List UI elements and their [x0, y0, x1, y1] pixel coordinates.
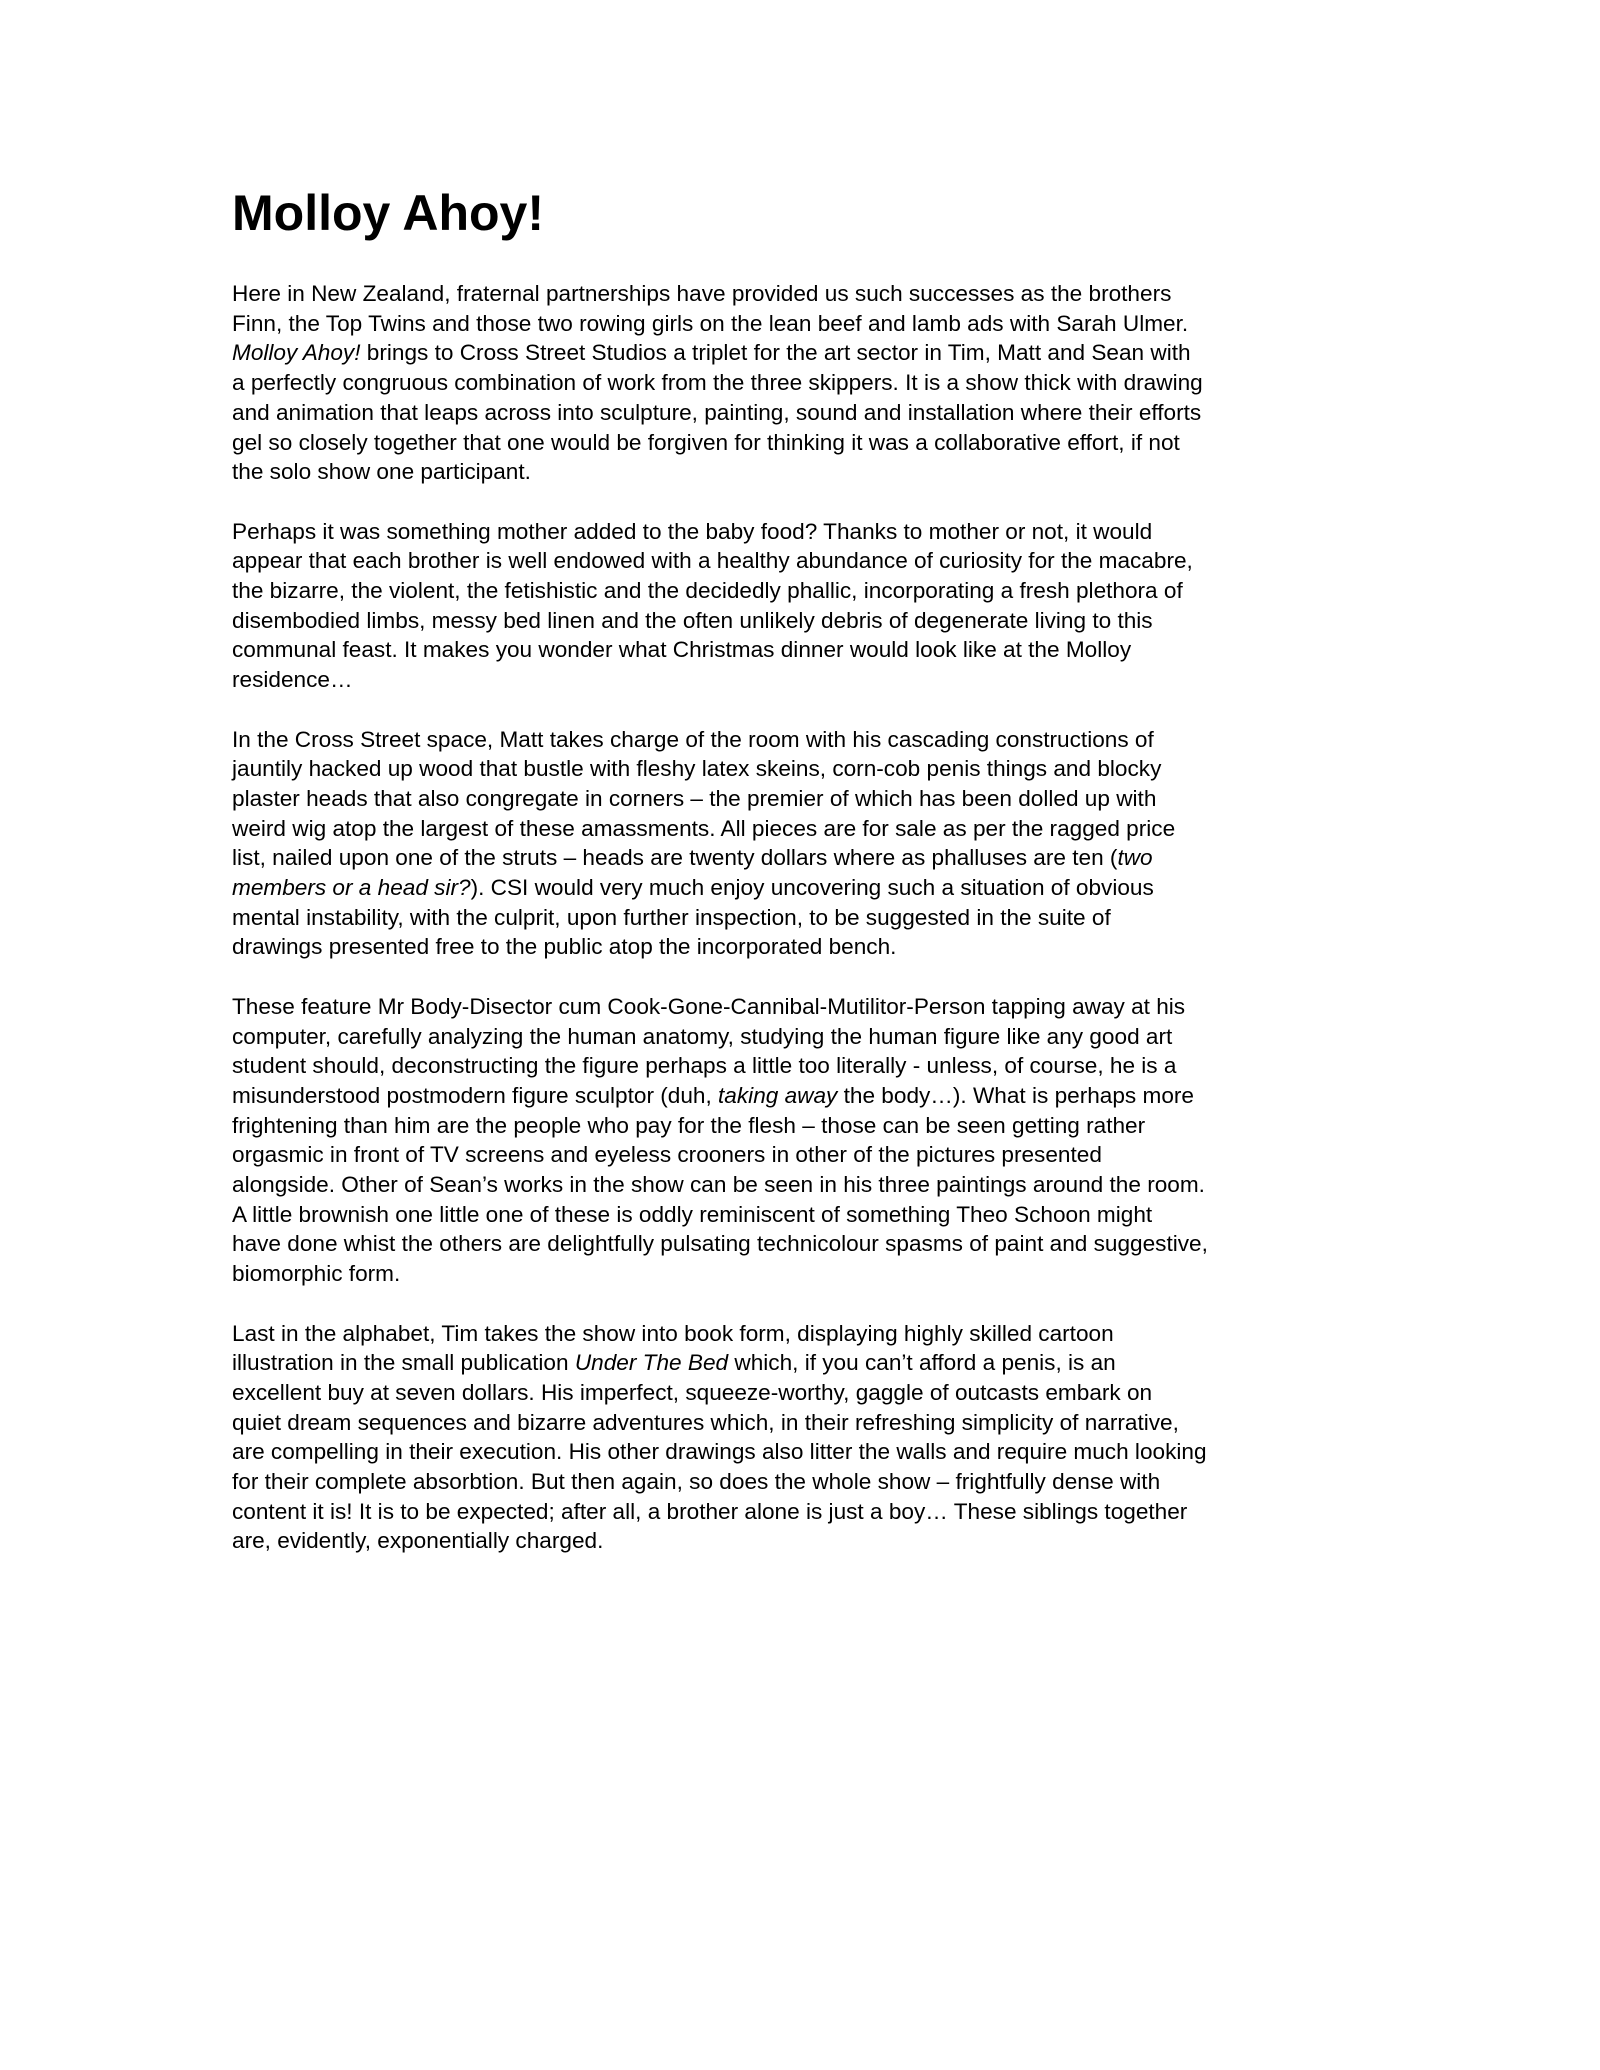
text-line	[232, 606, 1377, 636]
text-line	[232, 338, 1377, 368]
text-line	[232, 1229, 1377, 1259]
text-line	[232, 903, 1377, 933]
text-line	[232, 873, 1377, 903]
italic-text-run: members or a head sir?	[232, 875, 471, 901]
text-run: drawings presented free to the public atop the incorporated bench.	[232, 934, 897, 960]
text-run: computer, carefully analyzing the human anatomy, studying the human figure like any good art	[232, 1023, 1173, 1049]
text-line	[232, 1497, 1377, 1527]
text-run: which, if you can’t afford a penis, is an	[728, 1350, 1116, 1376]
italic-text-run: Under The Bed	[574, 1350, 729, 1376]
text-run: illustration in the small publication	[232, 1350, 575, 1376]
text-line	[232, 1081, 1377, 1111]
text-line	[232, 428, 1377, 458]
document-body	[232, 279, 1377, 1556]
text-line	[232, 932, 1377, 962]
text-line	[232, 1319, 1377, 1349]
text-line	[232, 665, 1377, 695]
text-run: the solo show one participant.	[232, 459, 531, 485]
paragraph	[232, 279, 1377, 487]
paragraph	[232, 1319, 1377, 1557]
text-run: gel so closely together that one would be forgiven for thinking it was a collaborative effort, if not	[232, 429, 1180, 455]
text-line	[232, 1348, 1377, 1378]
text-line	[232, 1467, 1377, 1497]
text-run: the body…). What is perhaps more	[837, 1082, 1194, 1108]
text-line	[232, 1111, 1377, 1141]
text-run: are, evidently, exponentially charged.	[232, 1528, 604, 1554]
text-line	[232, 398, 1377, 428]
text-run: ). CSI would very much enjoy uncovering such a situation of obvious	[470, 875, 1154, 901]
text-line	[232, 1437, 1377, 1467]
text-line	[232, 1200, 1377, 1230]
text-run: misunderstood postmodern figure sculptor (duh,	[232, 1082, 719, 1108]
text-run: orgasmic in front of TV screens and eyeless crooners in other of the pictures presented	[232, 1142, 1102, 1168]
text-run: the bizarre, the violent, the fetishistic and the decidedly phallic, incorporating a fresh plethora of	[232, 578, 1183, 604]
paragraph	[232, 992, 1377, 1289]
text-run: and animation that leaps across into sculpture, painting, sound and installation where their efforts	[232, 399, 1202, 425]
text-line	[232, 576, 1377, 606]
text-line	[232, 1259, 1377, 1289]
text-line	[232, 1140, 1377, 1170]
text-run: have done whist the others are delightfully pulsating technicolour spasms of paint and suggestive,	[232, 1231, 1208, 1257]
text-run: disembodied limbs, messy bed linen and the often unlikely debris of degenerate living to this	[232, 607, 1153, 633]
paragraph	[232, 517, 1377, 695]
text-line	[232, 1022, 1377, 1052]
text-line	[232, 368, 1377, 398]
text-run: mental instability, with the culprit, upon further inspection, to be suggested in the suite of	[232, 904, 1111, 930]
text-run: biomorphic form.	[232, 1261, 401, 1287]
text-line	[232, 457, 1377, 487]
text-run: a perfectly congruous combination of work from the three skippers. It is a show thick with drawing	[232, 370, 1203, 396]
text-line	[232, 1526, 1377, 1556]
text-run: list, nailed upon one of the struts – heads are twenty dollars where as phalluses are ten (	[232, 845, 1118, 871]
italic-text-run: taking away	[718, 1082, 838, 1108]
text-run: jauntily hacked up wood that bustle with fleshy latex skeins, corn-cob penis things and blocky	[232, 756, 1162, 782]
text-run: appear that each brother is well endowed with a healthy abundance of curiosity for the macabre,	[232, 548, 1193, 574]
text-run: quiet dream sequences and bizarre adventures which, in their refreshing simplicity of narrative,	[232, 1409, 1179, 1435]
italic-text-run: Molloy Ahoy!	[232, 340, 361, 366]
text-run: A little brownish one little one of these is oddly reminiscent of something Theo Schoon might	[232, 1201, 1153, 1227]
text-line	[232, 1378, 1377, 1408]
text-run: Last in the alphabet, Tim takes the show into book form, displaying highly skilled cartoon	[232, 1320, 1114, 1346]
text-run: Here in New Zealand, fraternal partnerships have provided us such successes as the brothers	[232, 281, 1172, 306]
text-line	[232, 1170, 1377, 1200]
text-run: for their complete absorbtion. But then again, so does the whole show – frightfully dense with	[232, 1469, 1161, 1495]
text-line	[232, 843, 1377, 873]
text-line	[232, 1051, 1377, 1081]
text-run: brings to Cross Street Studios a triplet for the art sector in Tim, Matt and Sean with	[360, 340, 1191, 366]
italic-text-run: two	[1117, 845, 1153, 871]
text-run: alongside. Other of Sean’s works in the show can be seen in his three paintings around the room.	[232, 1172, 1205, 1198]
paragraph	[232, 725, 1377, 963]
text-run: weird wig atop the largest of these amassments. All pieces are for sale as per the ragged price	[232, 815, 1176, 841]
text-run: residence…	[232, 667, 353, 693]
text-line	[232, 814, 1377, 844]
text-run: Perhaps it was something mother added to the baby food? Thanks to mother or not, it would	[232, 518, 1153, 544]
document-content	[232, 185, 1377, 1586]
text-run: These feature Mr Body-Disector cum Cook-Gone-Cannibal-Mutilitor-Person tapping away at his	[232, 993, 1186, 1019]
text-line	[232, 546, 1377, 576]
text-run: Finn, the Top Twins and those two rowing girls on the lean beef and lamb ads with Sarah Ulmer.	[232, 310, 1189, 336]
text-run: excellent buy at seven dollars. His imperfect, squeeze-worthy, gaggle of outcasts embark on	[232, 1379, 1153, 1405]
text-line	[232, 784, 1377, 814]
text-line	[232, 635, 1377, 665]
text-line	[232, 754, 1377, 784]
text-line	[232, 992, 1377, 1022]
text-run: frightening than him are the people who pay for the flesh – those can be seen getting rather	[232, 1112, 1146, 1138]
text-line	[232, 279, 1377, 309]
text-line	[232, 725, 1377, 755]
text-line	[232, 309, 1377, 339]
text-line	[232, 517, 1377, 547]
text-run: plaster heads that also congregate in corners – the premier of which has been dolled up with	[232, 785, 1157, 811]
text-run: communal feast. It makes you wonder what Christmas dinner would look like at the Molloy	[232, 637, 1132, 663]
text-run: student should, deconstructing the figure perhaps a little too literally - unless, of course, he is a	[232, 1053, 1177, 1079]
text-run: In the Cross Street space, Matt takes charge of the room with his cascading constructions of	[232, 726, 1154, 752]
text-run: are compelling in their execution. His other drawings also litter the walls and require much looking	[232, 1439, 1207, 1465]
page-title: Molloy Ahoy!	[232, 185, 545, 241]
text-line	[232, 1408, 1377, 1438]
text-run: content it is! It is to be expected; after all, a brother alone is just a boy… These siblings together	[232, 1498, 1188, 1524]
